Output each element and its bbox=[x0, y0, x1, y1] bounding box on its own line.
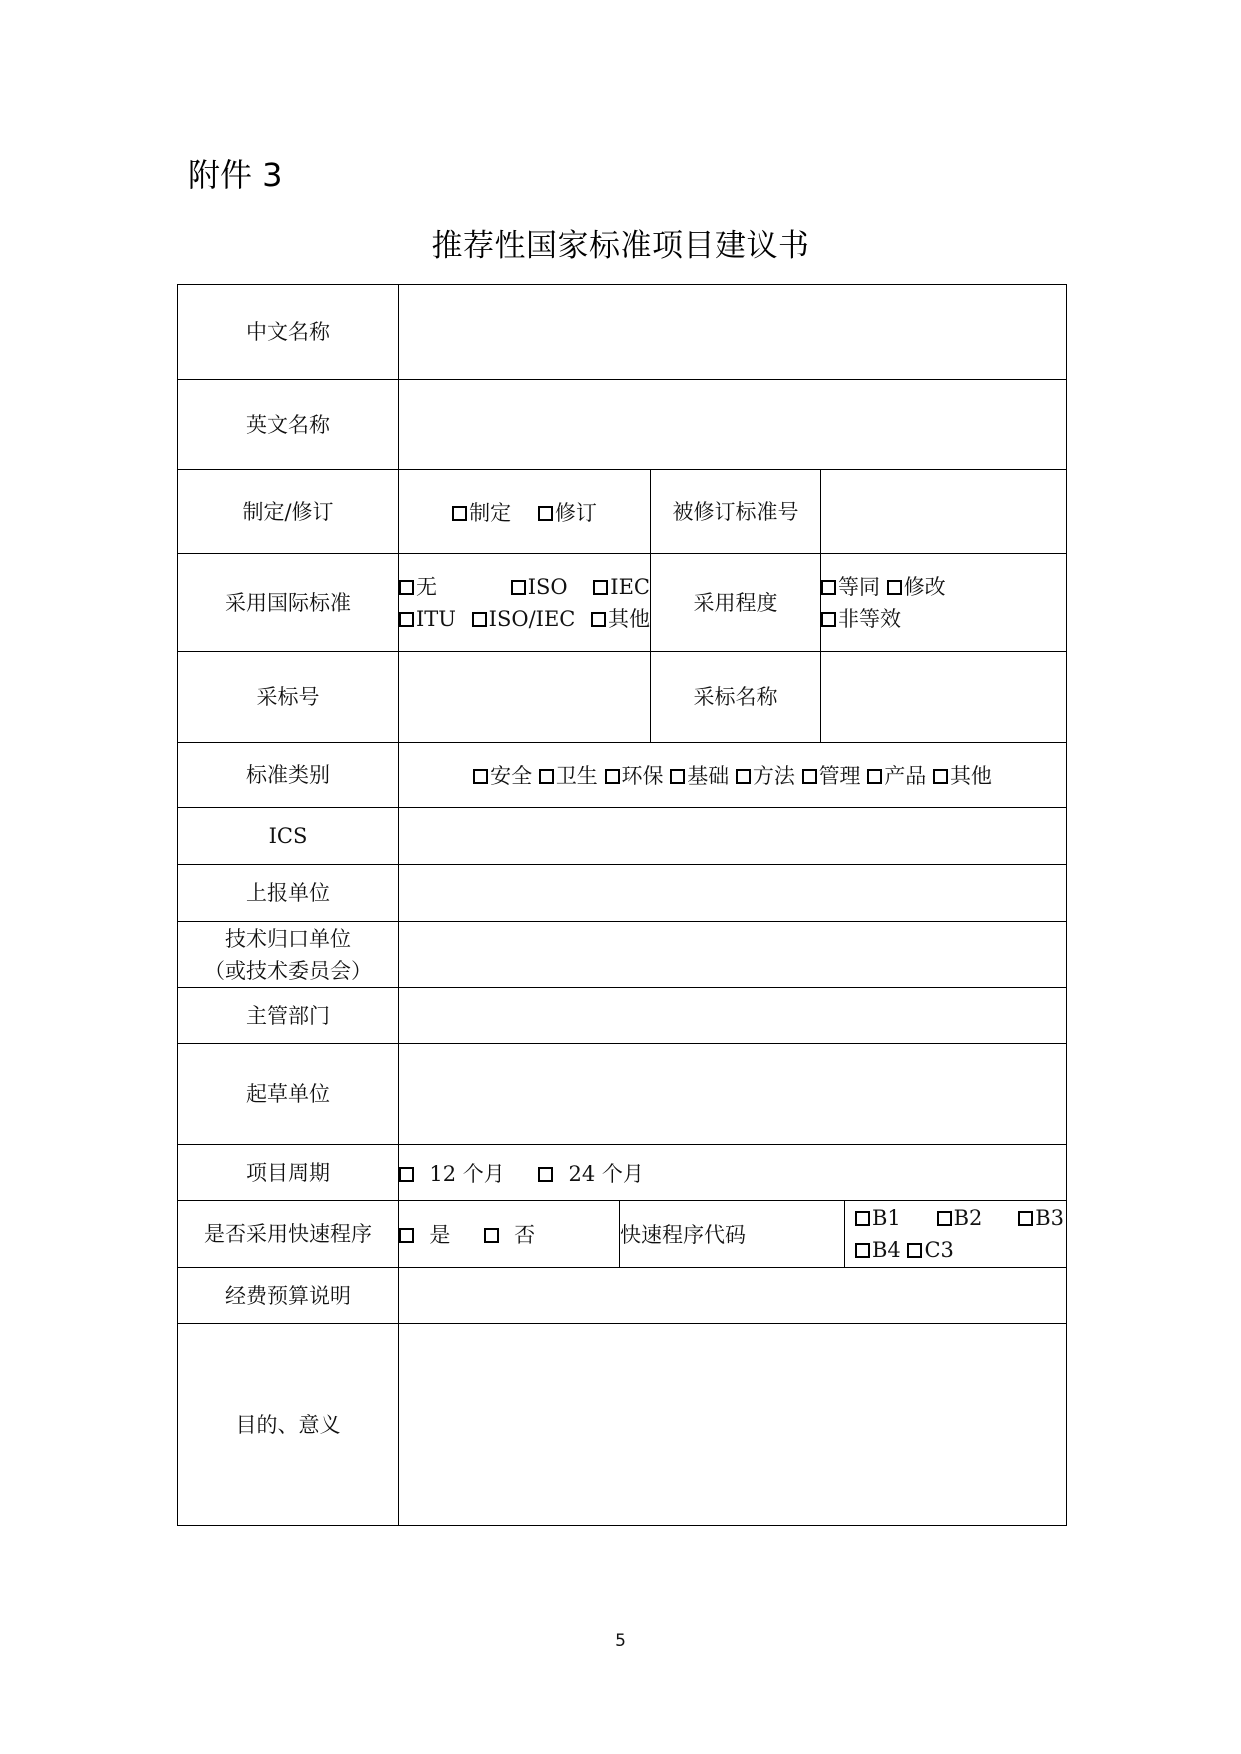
option-identical[interactable] bbox=[821, 575, 880, 599]
option-other-category-label: 其他 bbox=[949, 764, 992, 788]
option-c3[interactable] bbox=[907, 1238, 953, 1262]
checkbox-icon[interactable] bbox=[907, 1243, 922, 1258]
row-tech-unit bbox=[178, 922, 1067, 988]
option-no[interactable] bbox=[484, 1223, 535, 1247]
option-other-category[interactable] bbox=[933, 764, 992, 788]
adopted-name-label: 采标名称 bbox=[651, 652, 821, 743]
fast-track-options bbox=[399, 1201, 620, 1268]
chinese-name-label: 中文名称 bbox=[178, 285, 399, 380]
option-iso-iec-label: ISO/IEC bbox=[488, 606, 576, 631]
option-revise[interactable] bbox=[538, 501, 597, 525]
row-adopted-standard bbox=[178, 652, 1067, 743]
option-b1[interactable] bbox=[855, 1202, 901, 1234]
intl-standard-options bbox=[399, 554, 651, 652]
row-fast-track bbox=[178, 1201, 1067, 1268]
row-purpose bbox=[178, 1324, 1067, 1526]
checkbox-icon[interactable] bbox=[472, 612, 487, 627]
checkbox-icon[interactable] bbox=[802, 769, 817, 784]
option-iso-iec[interactable] bbox=[472, 603, 576, 635]
checkbox-icon[interactable] bbox=[670, 769, 685, 784]
reporting-unit-field[interactable] bbox=[399, 865, 1067, 922]
option-iec-label: IEC bbox=[610, 574, 650, 599]
checkbox-icon[interactable] bbox=[933, 769, 948, 784]
checkbox-icon[interactable] bbox=[538, 506, 553, 521]
checkbox-icon[interactable] bbox=[937, 1211, 952, 1226]
row-reporting-unit bbox=[178, 865, 1067, 922]
option-iec[interactable] bbox=[593, 571, 650, 603]
checkbox-icon[interactable] bbox=[538, 1167, 553, 1182]
adopted-number-field[interactable] bbox=[399, 652, 651, 743]
option-environment[interactable] bbox=[605, 764, 664, 788]
option-modified[interactable] bbox=[887, 575, 946, 599]
reporting-unit-label: 上报单位 bbox=[178, 865, 399, 922]
checkbox-icon[interactable] bbox=[452, 506, 467, 521]
checkbox-icon[interactable] bbox=[399, 612, 414, 627]
checkbox-icon[interactable] bbox=[821, 612, 836, 627]
formulate-revise-label: 制定/修订 bbox=[178, 470, 399, 554]
tech-unit-label-line1: 技术归口单位 bbox=[225, 926, 351, 951]
option-iso[interactable] bbox=[511, 571, 568, 603]
option-identical-label: 等同 bbox=[838, 574, 880, 599]
checkbox-icon[interactable] bbox=[473, 769, 488, 784]
english-name-field[interactable] bbox=[399, 380, 1067, 470]
row-period bbox=[178, 1145, 1067, 1201]
option-c3-label: C3 bbox=[924, 1238, 954, 1262]
adoption-degree-options bbox=[821, 554, 1067, 652]
option-environment-label: 环保 bbox=[621, 764, 664, 788]
option-b3-label: B3 bbox=[1035, 1206, 1065, 1230]
option-hygiene[interactable] bbox=[539, 764, 598, 788]
document-title: 推荐性国家标准项目建议书 bbox=[431, 228, 810, 264]
checkbox-icon[interactable] bbox=[399, 1228, 414, 1243]
tech-unit-label-line2: （或技术委员会） bbox=[204, 958, 372, 983]
option-b3[interactable] bbox=[1018, 1202, 1064, 1234]
revised-standard-label: 被修订标准号 bbox=[651, 470, 821, 554]
drafting-unit-field[interactable] bbox=[399, 1044, 1067, 1145]
checkbox-icon[interactable] bbox=[855, 1211, 870, 1226]
row-chinese-name bbox=[178, 285, 1067, 380]
intl-standard-label: 采用国际标准 bbox=[178, 554, 399, 652]
checkbox-icon[interactable] bbox=[1018, 1211, 1033, 1226]
ics-field[interactable] bbox=[399, 808, 1067, 865]
option-24-months[interactable] bbox=[538, 1162, 644, 1186]
row-formulate-revise bbox=[178, 470, 1067, 554]
row-ics bbox=[178, 808, 1067, 865]
ics-label: ICS bbox=[178, 808, 399, 865]
adopted-name-field[interactable] bbox=[821, 652, 1067, 743]
chinese-name-field[interactable] bbox=[399, 285, 1067, 380]
option-hygiene-label: 卫生 bbox=[555, 764, 598, 788]
drafting-unit-label: 起草单位 bbox=[178, 1044, 399, 1145]
option-b4-label: B4 bbox=[872, 1238, 901, 1262]
option-safety-label: 安全 bbox=[490, 764, 533, 788]
checkbox-icon[interactable] bbox=[593, 580, 608, 595]
revised-standard-field[interactable] bbox=[821, 470, 1067, 554]
option-12-months-label: 12 个月 bbox=[429, 1161, 505, 1186]
adopted-number-label: 采标号 bbox=[178, 652, 399, 743]
option-non-equivalent[interactable] bbox=[821, 607, 901, 631]
option-b4[interactable] bbox=[855, 1238, 901, 1262]
fast-track-code-label: 快速程序代码 bbox=[620, 1201, 845, 1268]
checkbox-icon[interactable] bbox=[399, 580, 414, 595]
category-label: 标准类别 bbox=[178, 743, 399, 808]
checkbox-icon[interactable] bbox=[484, 1228, 499, 1243]
option-none-label: 无 bbox=[416, 574, 437, 599]
option-itu[interactable] bbox=[399, 603, 456, 635]
option-basic-label: 基础 bbox=[687, 764, 730, 788]
row-intl-standard bbox=[178, 554, 1067, 652]
checkbox-icon[interactable] bbox=[605, 769, 620, 784]
option-product-label: 产品 bbox=[884, 764, 927, 788]
checkbox-icon[interactable] bbox=[736, 769, 751, 784]
option-method-label: 方法 bbox=[752, 764, 795, 788]
option-other-intl[interactable] bbox=[591, 603, 650, 635]
row-category bbox=[178, 743, 1067, 808]
checkbox-icon[interactable] bbox=[511, 580, 526, 595]
checkbox-icon[interactable] bbox=[539, 769, 554, 784]
option-yes[interactable] bbox=[399, 1223, 450, 1247]
attachment-label: 附件 3 bbox=[188, 156, 283, 194]
category-options bbox=[399, 743, 1067, 808]
option-basic[interactable] bbox=[670, 764, 729, 788]
budget-label: 经费预算说明 bbox=[178, 1268, 399, 1324]
option-itu-label: ITU bbox=[416, 606, 457, 631]
row-budget bbox=[178, 1268, 1067, 1324]
formulate-revise-options bbox=[399, 470, 651, 554]
option-product[interactable] bbox=[867, 764, 926, 788]
fast-track-code-options bbox=[845, 1201, 1067, 1268]
checkbox-icon[interactable] bbox=[399, 1167, 414, 1182]
fast-track-label: 是否采用快速程序 bbox=[178, 1201, 399, 1268]
option-formulate-label: 制定 bbox=[469, 500, 512, 525]
purpose-field[interactable] bbox=[399, 1324, 1067, 1526]
period-options bbox=[399, 1145, 1067, 1201]
option-iso-label: ISO bbox=[527, 574, 568, 599]
budget-field[interactable] bbox=[399, 1268, 1067, 1324]
period-label: 项目周期 bbox=[178, 1145, 399, 1201]
english-name-label: 英文名称 bbox=[178, 380, 399, 470]
checkbox-icon[interactable] bbox=[887, 580, 902, 595]
option-non-equivalent-label: 非等效 bbox=[838, 606, 901, 631]
authority-label: 主管部门 bbox=[178, 988, 399, 1044]
page-number: 5 bbox=[615, 1631, 626, 1651]
adoption-degree-label: 采用程度 bbox=[651, 554, 821, 652]
option-b1-label: B1 bbox=[872, 1206, 901, 1230]
checkbox-icon[interactable] bbox=[855, 1243, 870, 1258]
option-formulate[interactable] bbox=[452, 501, 511, 525]
option-yes-label: 是 bbox=[429, 1223, 451, 1247]
option-method[interactable] bbox=[736, 764, 795, 788]
proposal-form-table bbox=[177, 284, 1067, 1526]
checkbox-icon[interactable] bbox=[867, 769, 882, 784]
checkbox-icon[interactable] bbox=[821, 580, 836, 595]
option-no-label: 否 bbox=[514, 1223, 536, 1247]
row-english-name bbox=[178, 380, 1067, 470]
tech-unit-label bbox=[178, 922, 399, 988]
option-modified-label: 修改 bbox=[903, 574, 946, 599]
row-drafting-unit bbox=[178, 1044, 1067, 1145]
option-24-months-label: 24 个月 bbox=[568, 1161, 644, 1186]
option-12-months[interactable] bbox=[399, 1162, 505, 1186]
tech-unit-field[interactable] bbox=[399, 922, 1067, 988]
checkbox-icon[interactable] bbox=[591, 612, 606, 627]
option-revise-label: 修订 bbox=[554, 500, 597, 525]
option-management[interactable] bbox=[802, 764, 861, 788]
option-none[interactable] bbox=[399, 571, 485, 603]
option-other-intl-label: 其他 bbox=[608, 606, 650, 631]
row-authority bbox=[178, 988, 1067, 1044]
authority-field[interactable] bbox=[399, 988, 1067, 1044]
option-b2-label: B2 bbox=[953, 1206, 983, 1230]
option-b2[interactable] bbox=[937, 1202, 983, 1234]
option-safety[interactable] bbox=[473, 764, 532, 788]
purpose-label: 目的、意义 bbox=[178, 1324, 399, 1526]
option-management-label: 管理 bbox=[818, 764, 861, 788]
